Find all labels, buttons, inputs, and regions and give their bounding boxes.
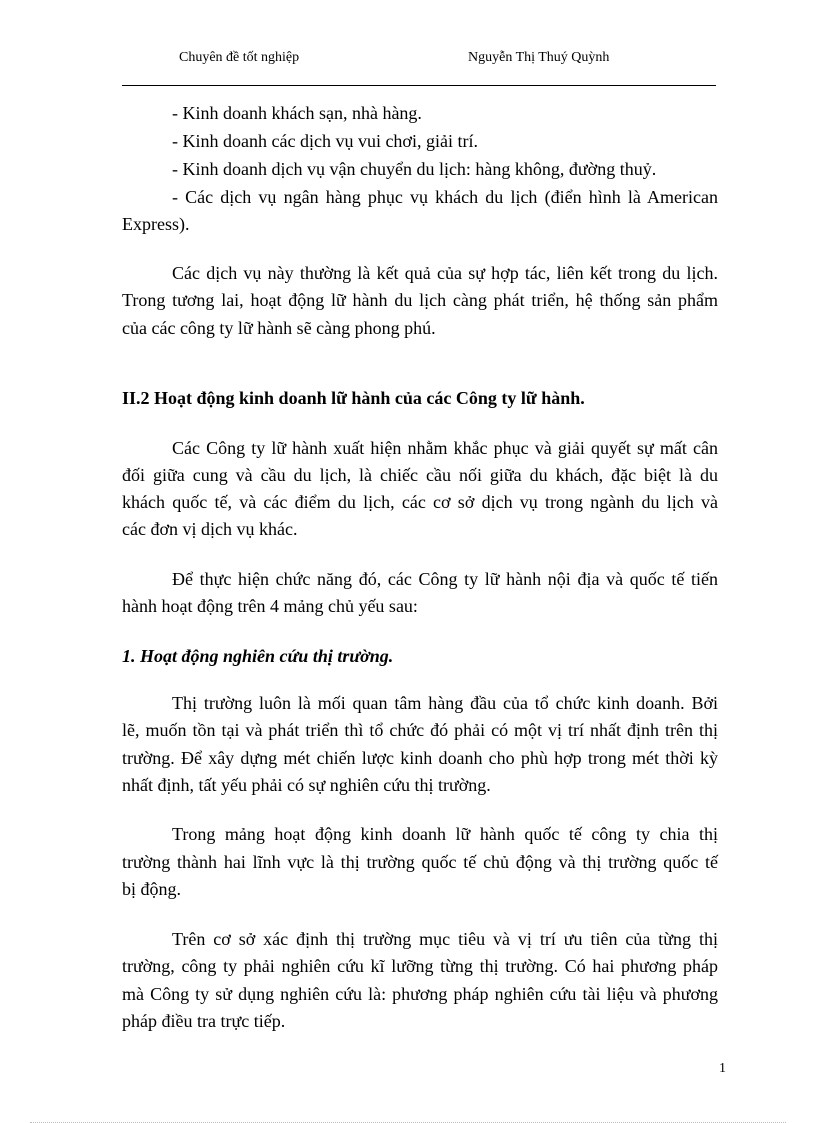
- bullet-item-continuation: Express).: [122, 214, 190, 234]
- paragraph-line: trường. Để xây dựng mét chiến lược kinh doanh cho phù hợp trong mét thời kỳ: [122, 748, 718, 768]
- bullet-item: - Kinh doanh các dịch vụ vui chơi, giải trí.: [172, 131, 478, 151]
- paragraph-line: các đơn vị dịch vụ khác.: [122, 519, 298, 539]
- paragraph-line: Để thực hiện chức năng đó, các Công ty lữ hành nội địa và quốc tế tiến: [172, 569, 718, 589]
- paragraph-line: pháp điều tra trực tiếp.: [122, 1011, 286, 1031]
- bullet-item: - Kinh doanh khách sạn, nhà hàng.: [172, 103, 422, 123]
- bullet-item: - Các dịch vụ ngân hàng phục vụ khách du lịch (điển hình là American: [172, 187, 718, 207]
- paragraph-line: trường, công ty phải nghiên cứu kĩ lưỡng từng thị trường. Có hai phương pháp: [122, 956, 718, 976]
- subheading: 1. Hoạt động nghiên cứu thị trường.: [122, 646, 394, 666]
- paragraph-line: Trên cơ sở xác định thị trường mục tiêu và vị trí ưu tiên của từng thị: [172, 929, 718, 949]
- paragraph-line: đối giữa cung và cầu du lịch, là chiếc cầu nối giữa du khách, đặc biệt là du: [122, 465, 718, 485]
- page-number: 1: [719, 1061, 726, 1076]
- paragraph-line: hành hoạt động trên 4 mảng chủ yếu sau:: [122, 596, 418, 616]
- paragraph-line: bị động.: [122, 879, 182, 899]
- paragraph-line: Trong mảng hoạt động kinh doanh lữ hành quốc tế công ty chia thị: [172, 824, 718, 844]
- paragraph-line: của các công ty lữ hành sẽ càng phong phú.: [122, 318, 436, 338]
- header-right-text: Nguyễn Thị Thuý Quỳnh: [468, 50, 610, 65]
- paragraph-line: mà Công ty sử dụng nghiên cứu là: phương pháp nghiên cứu tài liệu và phương: [122, 984, 718, 1004]
- paragraph-line: Các dịch vụ này thường là kết quả của sự hợp tác, liên kết trong du lịch.: [172, 263, 718, 283]
- header-left-text: Chuyên đề tốt nghiệp: [179, 50, 300, 65]
- paragraph-line: khách quốc tế, và các điểm du lịch, các cơ sở dịch vụ trong ngành du lịch và: [122, 492, 718, 512]
- paragraph-line: Thị trường luôn là mối quan tâm hàng đầu của tổ chức kinh doanh. Bởi: [172, 693, 718, 713]
- section-heading: II.2 Hoạt động kinh doanh lữ hành của các Công ty lữ hành.: [122, 388, 585, 408]
- paragraph-line: Các Công ty lữ hành xuất hiện nhằm khắc phục và giải quyết sự mất cân: [172, 438, 718, 458]
- paragraph-line: lẽ, muốn tồn tại và phát triển thì tổ chức đó phải có một vị trí nhất định trên thị: [122, 720, 718, 740]
- paragraph-line: nhất định, tất yếu phải có sự nghiên cứu thị trường.: [122, 775, 491, 795]
- header-divider: [122, 85, 716, 86]
- paragraph-line: Trong tương lai, hoạt động lữ hành du lịch càng phát triển, hệ thống sản phẩm: [122, 290, 718, 310]
- bullet-item: - Kinh doanh dịch vụ vận chuyển du lịch: hàng không, đường thuỷ.: [172, 159, 657, 179]
- paragraph-line: trường thành hai lĩnh vực là thị trường quốc tế chủ động và thị trường quốc tế: [122, 852, 718, 872]
